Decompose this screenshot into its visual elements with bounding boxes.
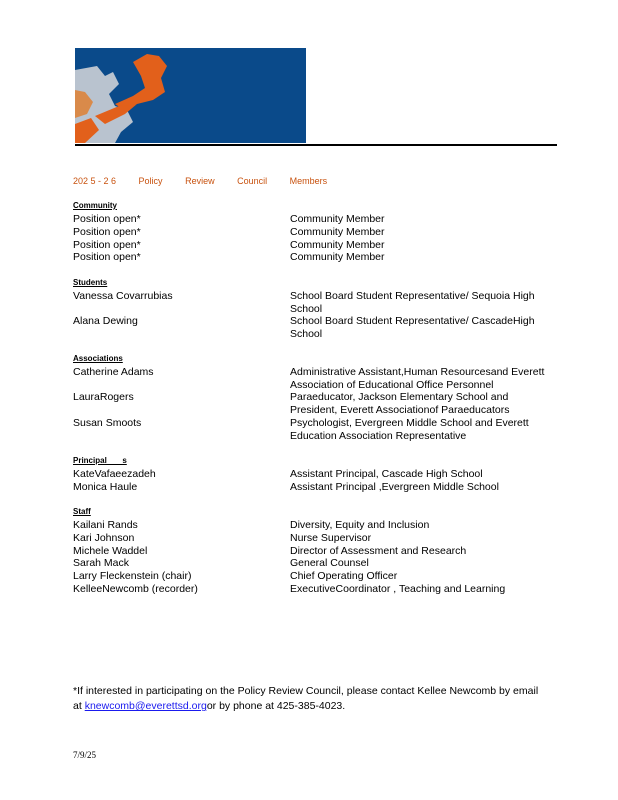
title-word-policy: Policy [138, 176, 163, 186]
member-name: Kari Johnson [73, 532, 135, 544]
footnote-phone-text: or by phone at 425-385-4023. [206, 700, 346, 712]
member-role: General Counsel [290, 557, 369, 569]
document-date: 7/9/25 [73, 750, 97, 760]
title-word-review: Review [185, 176, 215, 186]
member-role: Community Member [290, 239, 385, 251]
member-name: Position open* [73, 213, 141, 225]
member-role: School Board Student Representative/ Sequoia High School [290, 290, 535, 315]
member-role: Community Member [290, 226, 385, 238]
section-heading-community: Community [73, 201, 117, 210]
member-name: Monica Haule [73, 481, 138, 493]
member-role: Nurse Supervisor [290, 532, 372, 544]
member-name: Alana Dewing [73, 315, 138, 327]
title-year: 202 5 - 2 6 [73, 176, 117, 186]
header-rule [75, 144, 557, 146]
member-name: Position open* [73, 239, 141, 251]
member-name: Susan Smoots [73, 417, 142, 429]
member-name: Kailani Rands [73, 519, 138, 531]
member-role: Administrative Assistant,Human Resourcesand Everett Association of Educational Office Personnel [290, 366, 545, 391]
member-name: KateVafaeezadeh [73, 468, 156, 480]
footnote [73, 684, 543, 714]
member-role: Director of Assessment and Research [290, 545, 467, 557]
member-role: Community Member [290, 213, 385, 225]
member-name: Vanessa Covarrubias [73, 290, 173, 302]
footnote-text: *If interested in participating on the Policy Review Council, please contact Kellee Newcomb by email at [73, 685, 539, 712]
section-heading-staff: Staff [73, 507, 91, 516]
member-name: LauraRogers [73, 391, 134, 403]
title-word-council: Council [237, 176, 268, 186]
member-role: Assistant Principal ,Evergreen Middle School [290, 481, 499, 493]
email-link[interactable]: knewcomb@everettsd.org [84, 700, 207, 712]
document-title [73, 176, 347, 186]
member-role: Community Member [290, 251, 385, 263]
member-name: Catherine Adams [73, 366, 154, 378]
member-name: Michele Waddel [73, 545, 148, 557]
section-heading-associations: Associations [73, 354, 123, 363]
member-role: Psychologist, Evergreen Middle School and Everett Education Association Representative [290, 417, 529, 442]
district-logo [75, 48, 306, 143]
member-name: Position open* [73, 226, 141, 238]
member-name: Larry Fleckenstein (chair) [73, 570, 192, 582]
member-role: Chief Operating Officer [290, 570, 398, 582]
member-name: Position open* [73, 251, 141, 263]
member-name: KelleeNewcomb (recorder) [73, 583, 198, 595]
member-role: Assistant Principal, Cascade High School [290, 468, 483, 480]
member-role: School Board Student Representative/ CascadeHigh School [290, 315, 535, 340]
member-role: Diversity, Equity and Inclusion [290, 519, 430, 531]
section-heading-students: Students [73, 278, 108, 287]
title-word-members: Members [289, 176, 328, 186]
section-heading-principals: Principal s [73, 456, 127, 465]
member-role: Paraeducator, Jackson Elementary School and President, Everett Associationof Paraeducators [290, 391, 510, 416]
member-name: Sarah Mack [73, 557, 130, 569]
member-role: ExecutiveCoordinator , Teaching and Learning [290, 583, 506, 595]
